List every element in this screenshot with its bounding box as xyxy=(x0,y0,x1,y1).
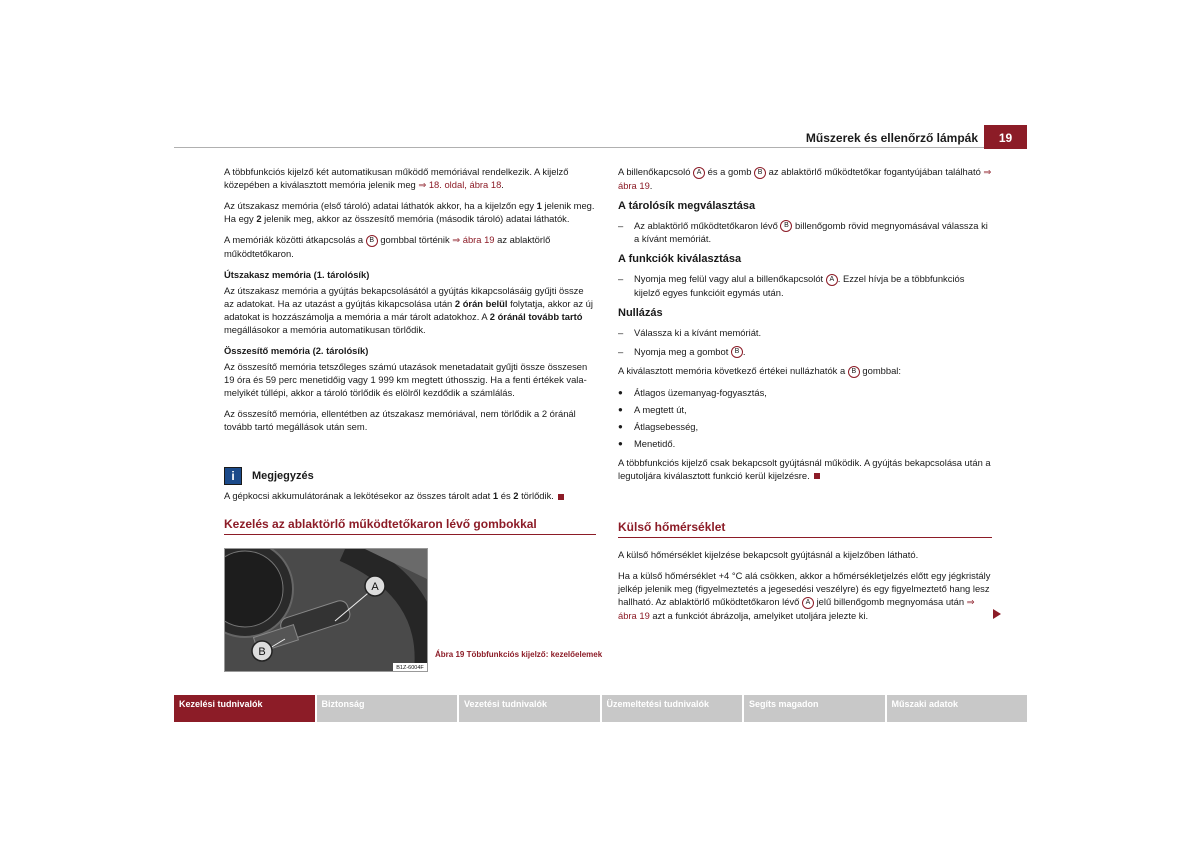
header-rule xyxy=(174,147,984,148)
section-heading: Külső hőmérséklet xyxy=(618,520,992,538)
right-column-lower xyxy=(618,548,992,630)
section-heading: Kezelés az ablaktörlő működtetőkaron lévő gombokkal xyxy=(224,517,596,535)
list-item: ● Átlagos üzemanyag-fogyasztás, xyxy=(618,386,992,399)
subheading: A funkciók kiválasztása xyxy=(618,253,742,266)
note-title: Megjegyzés xyxy=(252,469,314,482)
switch-a-symbol: A xyxy=(693,167,705,179)
paragraph: Az útszakasz memória (első tároló) adatai láthatók akkor, ha a kijelzőn egy 1 jelenik meg. Ha egy 2 jelenik meg, akkor az összesítő memória (második tároló) adatai láthatók. xyxy=(224,200,595,224)
figure-caption: Ábra 19 Többfunkciós kijelző: kezelőelemek xyxy=(435,650,603,659)
subheading: Útszakasz memória (1. tárolósík) xyxy=(224,268,370,280)
figure-reference-link[interactable]: ⇒ ábra 19 xyxy=(618,596,975,621)
note-text: A gépkocsi akkumulátorának a lekötésekor az összes tárolt adat 1 és 2 törlődik. xyxy=(224,489,596,502)
button-b-symbol: B xyxy=(731,346,743,358)
continue-arrow-icon xyxy=(993,609,1001,619)
figure-code: B1Z-6004F xyxy=(396,665,424,671)
figure-reference-link[interactable]: ⇒ ábra 19 xyxy=(452,234,495,245)
list-item: ● Átlagsebesség, xyxy=(618,420,992,433)
subheading: Összesítő memória (2. tárolósík) xyxy=(224,344,369,356)
paragraph: Ha a külső hőmérséklet +4 °C alá csökken, akkor a hőmérsékletjelzés előtt egy jégkristály jelkép jelenik meg (figyelmeztetés a jegesedési veszélyre) és egy figyelmeztető hang lesz hallható. Az ablaktörlő működtetőkaron lévő A jelű billenőgomb megnyomása után ⇒ ábra 19 azt a funkciót ábrázolja, amelyiket utoljára jelezte ki. xyxy=(618,570,991,621)
list-item: – Nyomja meg felül vagy alul a billenőkapcsolót A . Ezzel hívja be a többfunkciós kijelző egyes funkcióit egymás után. xyxy=(618,272,992,299)
chapter-tab-biztonsag[interactable]: Biztonság xyxy=(317,695,458,722)
end-of-section-mark xyxy=(814,473,820,479)
figure-wiper-stalk xyxy=(224,548,428,672)
left-column xyxy=(224,165,596,441)
list-item: ● A megtett út, xyxy=(618,403,992,416)
info-icon: i xyxy=(224,467,242,485)
list-item: ● Menetidő. xyxy=(618,437,992,450)
chapter-tab-kezelesi[interactable]: Kezelési tudnivalók xyxy=(174,695,315,722)
paragraph: A kiválasztott memória következő értékei nullázhatók a B gombbal: xyxy=(618,365,901,377)
paragraph: Az összesítő memória tetszőleges számú utazások menetadatait gyűjti össze összesen 19 óra és 59 perc menetidőig vagy 1 999 km megtett úthosszig. Ha a fenti értékek valamelyikét túllépi, akkor a tároló törlődik és elölről kezdődik a számlálás. xyxy=(224,360,588,398)
paragraph: A billenőkapcsoló A és a gomb B az ablaktörlő működtetőkar fogantyújában található ⇒ ábra 19. xyxy=(618,166,992,191)
end-of-section-mark xyxy=(558,494,564,500)
figure-reference-link[interactable]: ⇒ 18. oldal, ábra 18 xyxy=(418,179,502,190)
figure-reference-link[interactable]: ⇒ ábra 19 xyxy=(618,166,992,191)
label-b: B xyxy=(258,646,266,658)
wiper-stalk-illustration xyxy=(225,549,427,671)
paragraph: Az összesítő memória, ellentétben az útszakasz memóriával, nem törlődik a 2 óránál tovább tartó megállások után sem. xyxy=(224,407,576,432)
subheading: A tárolósík megválasztása xyxy=(618,199,756,212)
paragraph: A külső hőmérséklet kijelzése bekapcsolt gyújtásnál a kijelzőben látható. xyxy=(618,549,919,560)
button-b-symbol: B xyxy=(780,220,792,232)
switch-a-symbol: A xyxy=(802,597,814,609)
paragraph: A többfunkciós kijelző két automatikusan működő memóriával rendelkezik. A kijelző közepében a kiválasztott memória jelenik meg ⇒ 18. oldal, ábra 18. xyxy=(224,166,569,190)
paragraph: A memóriák közötti átkapcsolás a B gombbal történik ⇒ ábra 19 az ablaktörlő működtetőkaron. xyxy=(224,234,551,259)
chapter-navigation-bar xyxy=(174,695,1027,722)
list-item: – Válassza ki a kívánt memóriát. xyxy=(618,326,992,339)
chapter-tab-muszaki-adatok[interactable]: Műszaki adatok xyxy=(887,695,1028,722)
label-a: A xyxy=(371,581,379,593)
chapter-tab-uzemeltetesi[interactable]: Üzemeltetési tudnivalók xyxy=(602,695,743,722)
switch-a-symbol: A xyxy=(826,274,838,286)
running-header-title: Műszerek és ellenőrző lámpák xyxy=(805,131,978,145)
paragraph: A többfunkciós kijelző csak bekapcsolt gyújtásnál működik. A gyújtás bekapcsolása után a legutoljára kiválasztott funkció kerül kijelzésre. xyxy=(618,456,991,481)
button-b-symbol: B xyxy=(848,366,860,378)
button-b-symbol: B xyxy=(366,235,378,247)
note-box xyxy=(224,467,596,502)
page-number: 19 xyxy=(984,125,1027,149)
subheading: Nullázás xyxy=(618,306,663,319)
right-column xyxy=(618,165,992,490)
chapter-tab-vezetesi[interactable]: Vezetési tudnivalók xyxy=(459,695,600,722)
chapter-tab-segits-magadon[interactable]: Segíts magadon xyxy=(744,695,885,722)
list-item: – Nyomja meg a gombot B . xyxy=(618,345,992,359)
button-b-symbol: B xyxy=(754,167,766,179)
list-item: – Az ablaktörlő működtetőkaron lévő B billenőgomb rövid megnyomásával válassza ki a kívánt memóriát. xyxy=(618,219,992,246)
paragraph: Az útszakasz memória a gyújtás bekapcsolásától a gyújtás kikapcsolásáig gyűjti össze az adatokat. Ha az utazást a gyújtás kikapcsolása után 2 órán belül folytatja, akkor az új adatokat is hozzászámolja a memória a már tárolt adatokhoz. A 2 óránál tovább tartó megállásokor a memória automatikusan törlődik. xyxy=(224,284,593,335)
